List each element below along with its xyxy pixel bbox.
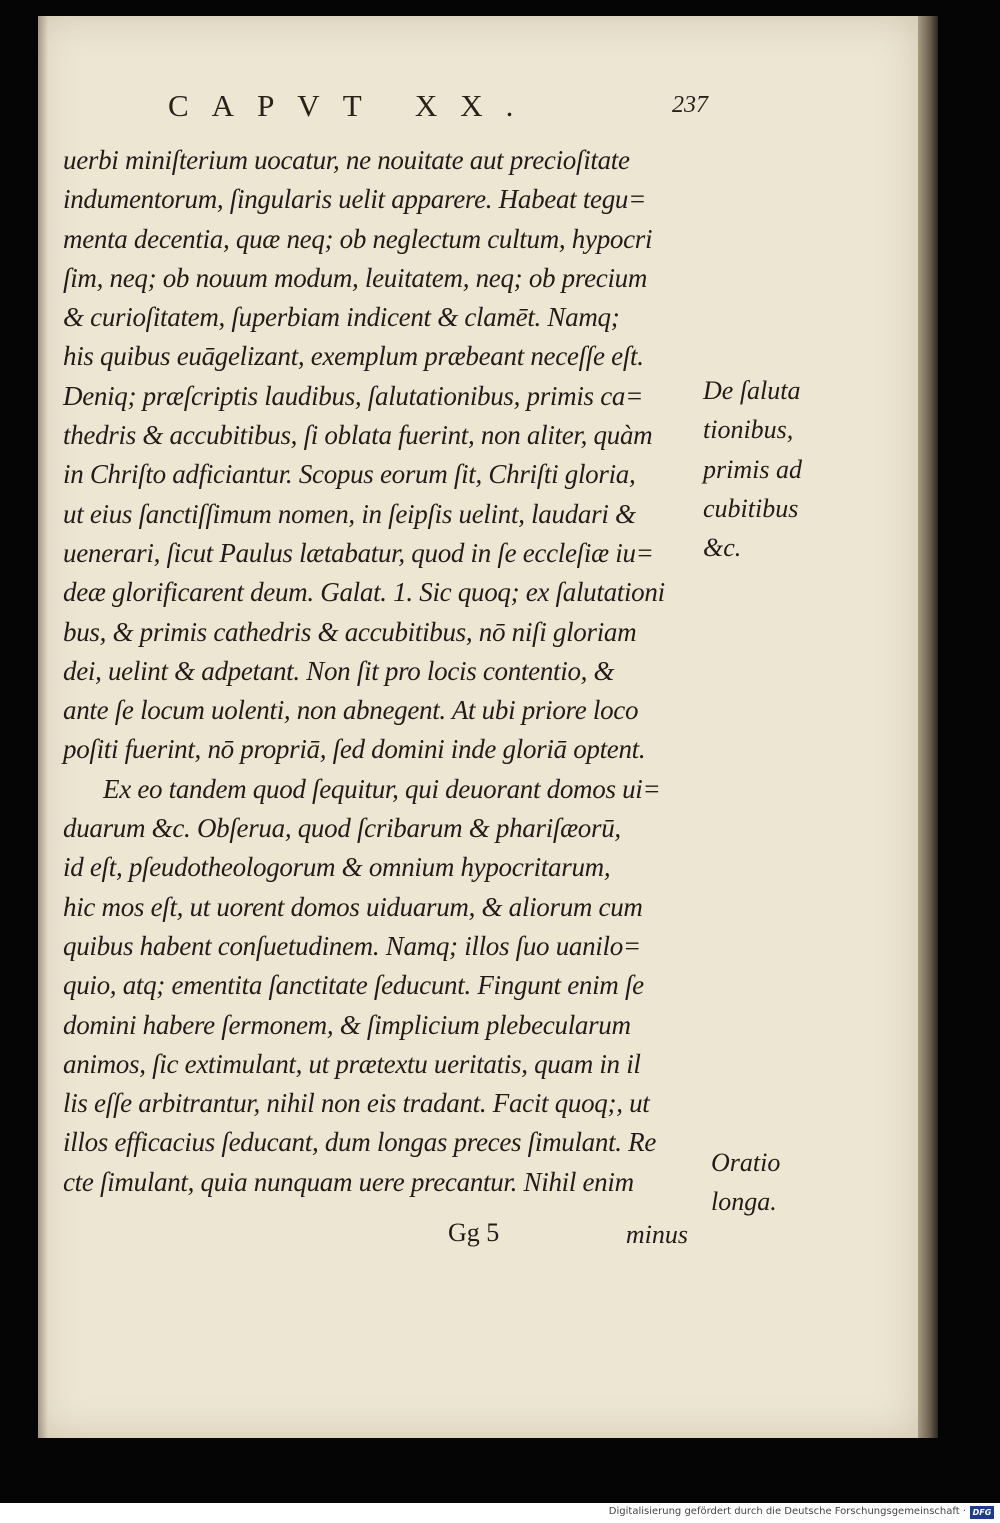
text-line: cte ſimulant, quia nunquam uere precantur. Nihil enim [63, 1166, 634, 1197]
text-line: dei, uelint & adpetant. Non ſit pro locis contentio, & [63, 655, 615, 686]
text-line: in Chriſto adficiantur. Scopus eorum ſit, Chriſti gloria, [63, 459, 636, 490]
text-line: deæ glorificarent deum. Galat. 1. Sic quoq; ex ſalutationi [63, 577, 665, 608]
margin-line: tionibus, [703, 415, 794, 445]
catchword: minus [625, 1220, 688, 1249]
text-line: animos, ſic extimulant, ut prætextu ueritatis, quam in il [63, 1048, 641, 1079]
text-line: duarum &c. Obſerua, quod ſcribarum & phariſæorū, [63, 813, 621, 844]
text-line: quibus habent conſuetudinem. Namq; illos ſuo uanilo= [63, 930, 641, 961]
text-line: menta decentia, quæ neq; ob neglectum cultum, hypocri [63, 223, 653, 254]
text-line: thedris & accubitibus, ſi oblata fuerint, non aliter, quàm [63, 420, 653, 451]
body-text [63, 141, 703, 1202]
text-line: Deniq; præſcriptis laudibus, ſalutationibus, primis ca= [63, 380, 643, 411]
catchline [448, 1218, 688, 1258]
text-line: his quibus euāgelizant, exemplum præbeant neceſſe eſt. [63, 341, 644, 372]
text-line: & curioſitatem, ſuperbiam indicent & clamēt. Namq; [63, 302, 620, 333]
digitization-footer [0, 1503, 1000, 1523]
marginal-note-oratio [703, 1143, 903, 1222]
text-line: domini habere ſermonem, & ſimplicium plebecularum [63, 1009, 631, 1040]
text-line: uerbi miniſterium uocatur, ne nouitate aut precioſitate [63, 145, 630, 175]
marginal-note-salutations [703, 371, 903, 567]
text-line: illos efficacius ſeducant, dum longas preces ſimulant. Re [63, 1127, 657, 1158]
text-line: lis eſſe arbitrantur, nihil non eis tradant. Facit quoq;, ut [63, 1088, 650, 1119]
margin-line: De ſaluta [703, 376, 801, 405]
text-line: quio, atq; ementita ſanctitate ſeducunt. Fingunt enim ſe [63, 970, 644, 1001]
paragraph-start-line: Ex eo tandem quod ſequitur, qui deuorant domos ui= [103, 773, 661, 804]
page-number: 237 [672, 92, 708, 118]
text-line: uenerari, ſicut Paulus lætabatur, quod in ſe eccleſiæ iu= [63, 537, 654, 568]
running-head [168, 88, 708, 132]
text-line: ut eius ſanctiſſimum nomen, in ſeipſis uelint, laudari & [63, 498, 636, 529]
text-line: hic mos eſt, ut uorent domos uiduarum, & aliorum cum [63, 891, 643, 922]
funding-credit: Digitalisierung gefördert durch die Deutsche Forschungsgemeinschaft · [608, 1506, 966, 1517]
margin-line: primis ad [703, 454, 802, 484]
gutter-shadow [38, 16, 48, 1438]
text-line: bus, & primis cathedris & accubitibus, nō niſi gloriam [63, 616, 637, 647]
signature-mark: Gg 5 [448, 1218, 500, 1247]
margin-line: &c. [703, 533, 742, 563]
margin-line: Oratio [711, 1148, 781, 1177]
text-line: indumentorum, ſingularis uelit apparere. Habeat tegu= [63, 184, 647, 215]
page-edge [918, 16, 938, 1438]
text-line: id eſt, pſeudotheologorum & omnium hypocritarum, [63, 852, 611, 883]
dfg-logo-icon: DFG [970, 1506, 994, 1519]
text-line: ante ſe locum uolenti, non abnegent. At ubi priore loco [63, 695, 639, 726]
margin-line: longa. [711, 1187, 777, 1217]
text-line: poſiti fuerint, nō propriā, ſed domini inde gloriā optent. [63, 734, 646, 765]
running-title: CAPVT XX. [168, 88, 537, 123]
margin-line: cubitibus [703, 493, 799, 523]
text-line: ſim, neq; ob nouum modum, leuitatem, neq; ob precium [63, 262, 648, 293]
